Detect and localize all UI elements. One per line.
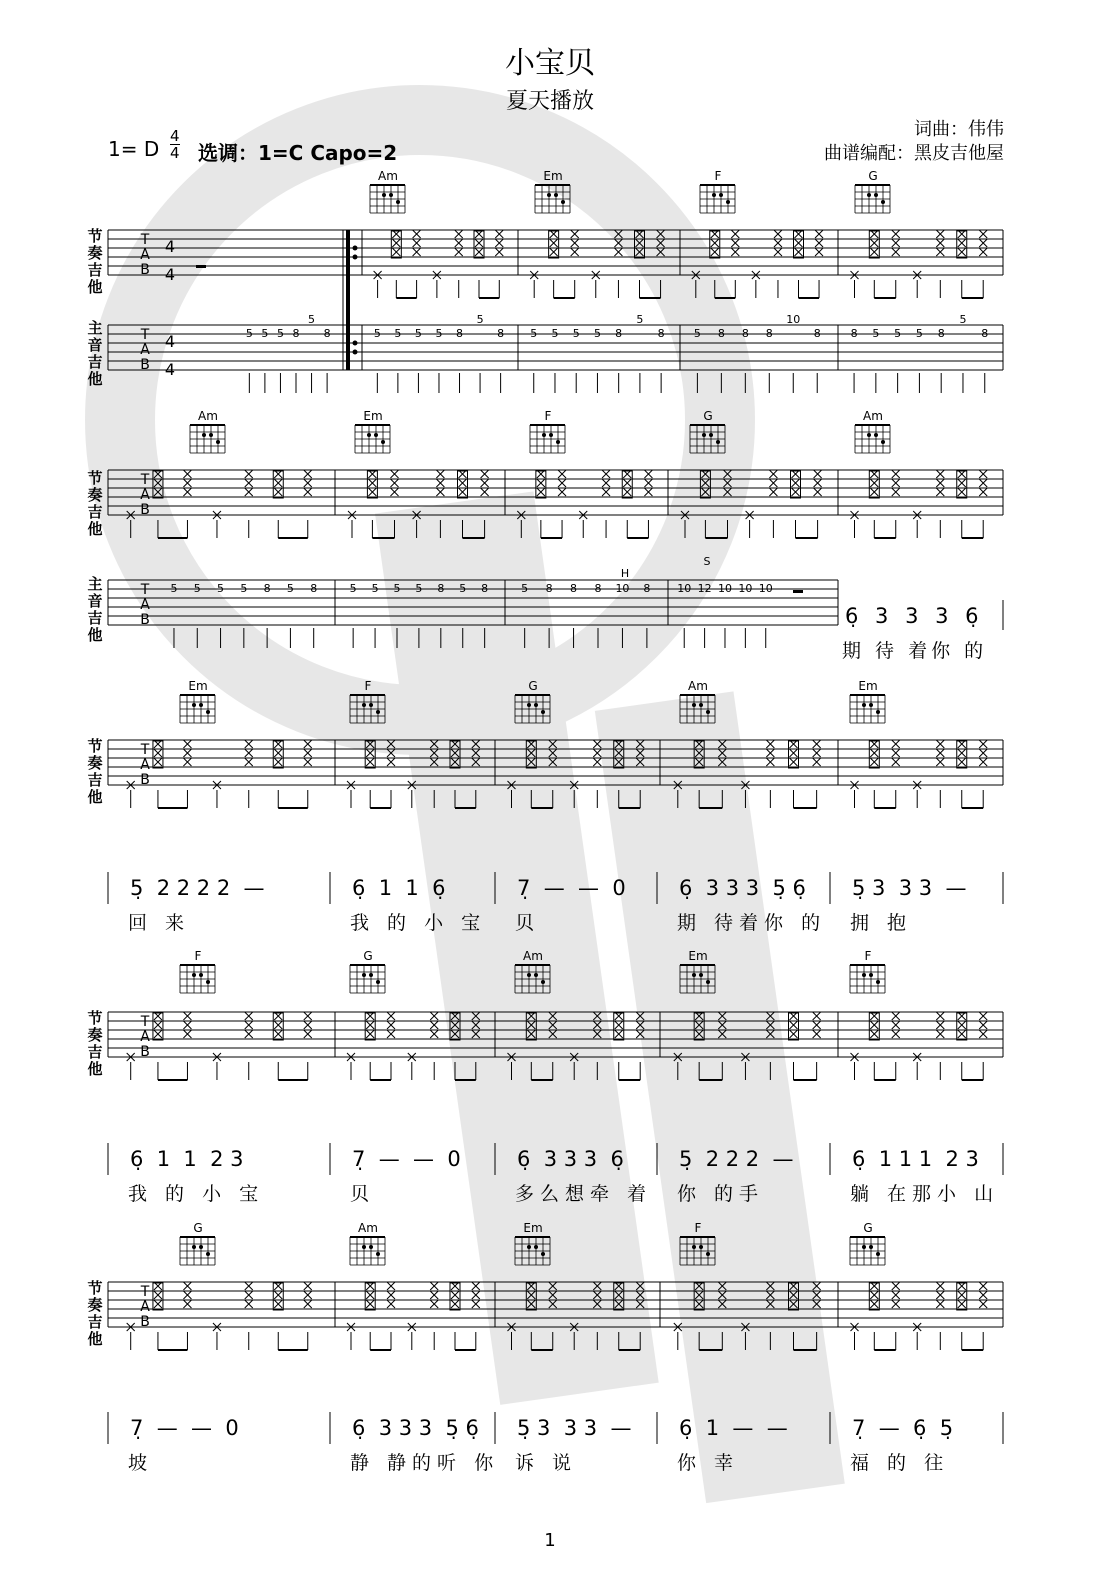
- chord-box-s2-3-dot: [716, 440, 720, 444]
- lyrics-line4-m2: 诉 说: [515, 1452, 578, 1474]
- rhythm-s4-m2-box: [526, 1013, 536, 1040]
- tab-letter-a: A: [140, 247, 150, 263]
- label-lead-guitar: 主音吉他: [87, 319, 103, 388]
- chord-box-s4-0-dot: [199, 973, 203, 977]
- rhythm-s4-m2-box: [614, 1013, 624, 1040]
- lyrics-1: 期 待 着你 的: [842, 640, 988, 662]
- rhythm-s2-m4-box: [957, 471, 967, 498]
- tab-letter-b: B: [140, 772, 150, 788]
- rhythm-s3-m1-box: [450, 741, 460, 768]
- jianpu-notes-line4-m1: 6̣ 3 3 3 5̣ 6̣: [352, 1416, 479, 1440]
- time-bottom-1: 4: [164, 265, 176, 284]
- chord-name-em: Em: [188, 679, 208, 693]
- lead-fret-s2-m0: 5: [240, 582, 248, 595]
- rhythm-s1-m1-box: [635, 231, 645, 258]
- lead-fret-s1-m2: 8: [657, 327, 665, 340]
- tab-letter-t: T: [140, 1014, 150, 1030]
- arranger: 曲谱编配：黑皮吉他屋: [824, 143, 1004, 164]
- rhythm-s4-m3-box: [789, 1013, 799, 1040]
- chord-box-s5-3-dot: [699, 1245, 703, 1249]
- time-bottom-2: 4: [164, 360, 176, 379]
- jianpu-notes-line4-m3: 6̣ 1 — —: [679, 1416, 788, 1440]
- lyrics-line4-m1: 静 静的听 你: [350, 1452, 500, 1474]
- song-artist: 夏天播放: [505, 89, 594, 114]
- chord-box-s5-1-dot: [369, 1245, 373, 1249]
- label-rhythm-guitar-5: 节奏吉他: [87, 1279, 103, 1348]
- chord-box-s3-1-dot: [362, 703, 366, 707]
- chord-box-s3-0-dot: [206, 710, 210, 714]
- lead-fret-s2-m2: 8: [643, 582, 651, 595]
- lead-fret-s1-m4: 8: [850, 327, 858, 340]
- lead-fret-s2-m3: 10: [677, 582, 692, 595]
- chord-box-s3-0-dot: [199, 703, 203, 707]
- rhythm-s4-m0-box: [153, 1013, 163, 1040]
- key-signature: 1= D: [108, 137, 160, 161]
- chord-box-s3-1-dot: [369, 703, 373, 707]
- chord-box-s4-3-dot: [699, 973, 703, 977]
- rhythm-s2-m0-box: [153, 471, 163, 498]
- time-bottom: 4: [170, 144, 180, 162]
- lead-fret-s2-m0: 5: [217, 582, 225, 595]
- repeat-dot: [353, 255, 358, 260]
- rhythm-s5-m4-box: [869, 1283, 879, 1310]
- lead-fret-s1-m0: 8: [292, 327, 300, 340]
- chord-name-am: Am: [198, 409, 218, 423]
- lead-fret-s1-m1: 5: [476, 313, 484, 326]
- rhythm-s4-m3-box: [694, 1013, 704, 1040]
- chord-box-s5-3-dot: [706, 1252, 710, 1256]
- jianpu-notes-line2-m1: 6̣ 1 1 6̣: [352, 876, 446, 900]
- chord-box-s2-3-dot: [702, 433, 706, 437]
- lead-fret-s2-m0: 5: [170, 582, 178, 595]
- lead-fret-s2-m3: 12: [697, 582, 712, 595]
- chord-box-s1-0-dot: [396, 200, 400, 204]
- lead-fret-s1-m4: 5: [959, 313, 967, 326]
- rhythm-s2-m1-box: [458, 471, 468, 498]
- rhythm-s2-m3-box: [700, 471, 710, 498]
- lead-fret-s1-m1: 5: [414, 327, 422, 340]
- chord-box-s4-4-dot: [869, 973, 873, 977]
- lead-fret-s1-m4: 5: [894, 327, 902, 340]
- chord-name-em: Em: [523, 1221, 543, 1235]
- lyrics-line3-m0: 我 的 小 宝: [128, 1183, 265, 1205]
- chord-box-s1-3-dot: [874, 193, 878, 197]
- lead-fret-s1-m4: 8: [937, 327, 945, 340]
- chord-box-s3-3-dot: [699, 703, 703, 707]
- rhythm-s5-m0-box: [153, 1283, 163, 1310]
- lead-fret-s1-m2: 5: [551, 327, 559, 340]
- rhythm-s1-m3-box: [957, 231, 967, 258]
- hammer-on-mark: H: [620, 567, 630, 580]
- chord-name-f: F: [364, 679, 372, 693]
- chord-box-s1-0-dot: [382, 193, 386, 197]
- chord-name-f: F: [544, 409, 552, 423]
- chord-box-s2-1-dot: [381, 440, 385, 444]
- chord-box-s2-0-dot: [209, 433, 213, 437]
- jianpu-notes-line3-m3: 5̣ 2 2 2 —: [679, 1147, 794, 1171]
- lead-fret-s2-m1: 5: [459, 582, 467, 595]
- chord-name-am: Am: [863, 409, 883, 423]
- lyrics-line3-m3: 你 的手: [677, 1183, 765, 1205]
- lyrics-line2-m4: 拥 抱: [850, 912, 913, 934]
- repeat-dot: [353, 350, 358, 355]
- chord-box-s4-0-dot: [206, 980, 210, 984]
- lead-fret-s1-m1: 8: [497, 327, 505, 340]
- chord-box-s5-0-dot: [199, 1245, 203, 1249]
- jianpu-notes-line4-m2: 5̣ 3 3 3 —: [517, 1416, 632, 1440]
- jianpu-notes-line4-m4: 7̣ — 6̣ 5̣: [852, 1416, 954, 1440]
- rhythm-s5-m3-box: [789, 1283, 799, 1310]
- chord-box-s5-2-dot: [541, 1252, 545, 1256]
- time-top: 4: [170, 127, 180, 145]
- chord-box-s5-4-dot: [862, 1245, 866, 1249]
- chord-box-s4-1-dot: [376, 980, 380, 984]
- tab-letter-b: B: [140, 612, 150, 628]
- jianpu-notes-1: 6̣ 3 3 3 6̣: [845, 604, 984, 628]
- chord-box-s1-2-dot: [719, 193, 723, 197]
- chord-box-s2-1-dot: [374, 433, 378, 437]
- page-number: 1: [544, 1530, 556, 1551]
- chord-name-am: Am: [523, 949, 543, 963]
- lead-fret-s2-m1: 5: [371, 582, 379, 595]
- jianpu-notes-line3-m4: 6̣ 1 1 1 2 3: [852, 1147, 979, 1171]
- tab-letter-a: A: [140, 597, 150, 613]
- tab-letter-t: T: [140, 472, 150, 488]
- chord-name-g: G: [703, 409, 713, 423]
- chord-box-s1-1-dot: [547, 193, 551, 197]
- rhythm-s1-m2-box: [710, 231, 720, 258]
- rhythm-s4-m1-box: [365, 1013, 375, 1040]
- chord-box-s3-4-dot: [869, 703, 873, 707]
- chord-box-s3-0-dot: [192, 703, 196, 707]
- chord-box-s5-0-dot: [206, 1252, 210, 1256]
- chord-box-s1-2-dot: [726, 200, 730, 204]
- lyrics-line2-m3: 期 待着你 的: [677, 912, 827, 934]
- lead-fret-s1-m3: 5: [693, 327, 701, 340]
- jianpu-notes-line2-m0: 5̣ 2 2 2 2 —: [130, 876, 265, 900]
- lead-fret-s1-m4: 5: [872, 327, 880, 340]
- lead-fret-s1-m0: 8: [323, 327, 331, 340]
- lead-fret-s1-m2: 5: [593, 327, 601, 340]
- rhythm-s2-m3-box: [791, 471, 801, 498]
- chord-box-s4-4-dot: [862, 973, 866, 977]
- lead-fret-s2-m1: 5: [393, 582, 401, 595]
- chord-box-s3-2-dot: [534, 703, 538, 707]
- lyricist: 词曲：伟伟: [914, 119, 1004, 140]
- lyrics-line3-m2: 多么想牵 着: [515, 1183, 653, 1205]
- chord-box-s1-1-dot: [561, 200, 565, 204]
- rhythm-s1-m0-box: [474, 231, 484, 258]
- chord-box-s4-3-dot: [692, 973, 696, 977]
- rhythm-s2-m0-box: [273, 471, 283, 498]
- jianpu-notes-line3-m0: 6̣ 1 1 2 3: [130, 1147, 244, 1171]
- lead-fret-s1-m2: 5: [572, 327, 580, 340]
- tab-letter-t: T: [140, 232, 150, 248]
- rhythm-s2-m2-box: [536, 471, 546, 498]
- lead-fret-s1-m1: 5: [435, 327, 443, 340]
- lead-fret-s2-m2: 8: [570, 582, 578, 595]
- rhythm-s3-m2-box: [614, 741, 624, 768]
- chord-box-s2-0-dot: [216, 440, 220, 444]
- lyrics-line2-m2: 贝: [515, 912, 541, 934]
- lead-fret-s1-m0: 5: [261, 327, 269, 340]
- chord-box-s5-2-dot: [534, 1245, 538, 1249]
- chord-box-s4-1-dot: [362, 973, 366, 977]
- lead-fret-s1-m1: 5: [373, 327, 381, 340]
- chord-box-s4-2-dot: [541, 980, 545, 984]
- lyrics-line2-m0: 回 来: [128, 912, 191, 934]
- chord-box-s2-3-dot: [709, 433, 713, 437]
- chord-name-am: Am: [358, 1221, 378, 1235]
- lead-fret-s1-m3: 8: [717, 327, 725, 340]
- lead-fret-s2-m3: 10: [758, 582, 773, 595]
- tab-letter-b: B: [140, 357, 150, 373]
- chord-box-s3-3-dot: [692, 703, 696, 707]
- chord-box-s4-3-dot: [706, 980, 710, 984]
- chord-box-s3-1-dot: [376, 710, 380, 714]
- repeat-dot: [353, 246, 358, 251]
- rest: [196, 265, 206, 268]
- label-lead-guitar-2: 主音吉他: [87, 575, 103, 644]
- rhythm-s3-m0-box: [273, 741, 283, 768]
- tab-letter-a: A: [140, 757, 150, 773]
- chord-box-s5-2-dot: [527, 1245, 531, 1249]
- lead-fret-s2-m1: 5: [415, 582, 423, 595]
- song-title: 小宝贝: [505, 46, 595, 81]
- tab-letter-b: B: [140, 502, 150, 518]
- lead-fret-s2-m0: 8: [263, 582, 271, 595]
- lead-fret-s1-m2: 8: [615, 327, 623, 340]
- chord-box-s5-0-dot: [192, 1245, 196, 1249]
- chord-box-s5-3-dot: [692, 1245, 696, 1249]
- rhythm-s3-m2-box: [526, 741, 536, 768]
- tab-letter-a: A: [140, 1029, 150, 1045]
- chord-name-em: Em: [858, 679, 878, 693]
- rhythm-s4-m4-box: [957, 1013, 967, 1040]
- chord-box-s5-1-dot: [376, 1252, 380, 1256]
- jianpu-notes-line3-m2: 6̣ 3 3 3 6̣: [517, 1147, 624, 1171]
- chord-box-s1-0-dot: [389, 193, 393, 197]
- rhythm-s1-m2-box: [794, 231, 804, 258]
- tab-letter-t: T: [140, 582, 150, 598]
- rhythm-s2-m1-box: [367, 471, 377, 498]
- rhythm-s1-m1-box: [549, 231, 559, 258]
- time-top-2: 4: [164, 332, 176, 351]
- chord-box-s3-4-dot: [862, 703, 866, 707]
- chord-name-am: Am: [378, 169, 398, 183]
- chord-name-em: Em: [688, 949, 708, 963]
- rhythm-s3-m4-box: [869, 741, 879, 768]
- chord-name-em: Em: [363, 409, 383, 423]
- chord-box-s2-2-dot: [556, 440, 560, 444]
- chord-box-s2-2-dot: [549, 433, 553, 437]
- lead-fret-s1-m4: 5: [915, 327, 923, 340]
- chord-name-f: F: [864, 949, 872, 963]
- repeat-dot: [353, 341, 358, 346]
- rhythm-s3-m4-box: [957, 741, 967, 768]
- tab-letter-b: B: [140, 1314, 150, 1330]
- label-rhythm-guitar: 节奏吉他: [87, 227, 103, 296]
- rhythm-s5-m4-box: [957, 1283, 967, 1310]
- chord-name-g: G: [863, 1221, 873, 1235]
- rhythm-s4-m0-box: [273, 1013, 283, 1040]
- tab-letter-t: T: [140, 1284, 150, 1300]
- chord-box-s2-2-dot: [542, 433, 546, 437]
- lead-fret-s1-m0: 5: [276, 327, 284, 340]
- tab-letter-a: A: [140, 487, 150, 503]
- chord-box-s3-3-dot: [706, 710, 710, 714]
- tab-letter-t: T: [140, 327, 150, 343]
- slide-mark: S: [703, 555, 711, 568]
- lead-fret-s1-m1: 5: [394, 327, 402, 340]
- chord-name-g: G: [193, 1221, 203, 1235]
- tab-letter-a: A: [140, 1299, 150, 1315]
- lyrics-line4-m0: 坡: [128, 1452, 154, 1474]
- label-rhythm-guitar-4: 节奏吉他: [87, 1009, 103, 1078]
- tab-letter-t: T: [140, 742, 150, 758]
- chord-box-s5-1-dot: [362, 1245, 366, 1249]
- rhythm-s5-m3-box: [694, 1283, 704, 1310]
- rhythm-s5-m1-box: [450, 1283, 460, 1310]
- chord-name-am: Am: [688, 679, 708, 693]
- chord-name-em: Em: [543, 169, 563, 183]
- lead-fret-s2-m1: 8: [481, 582, 489, 595]
- chord-box-s4-2-dot: [527, 973, 531, 977]
- lead-fret-s1-m1: 8: [456, 327, 464, 340]
- rhythm-s3-m1-box: [365, 741, 375, 768]
- chord-box-s4-4-dot: [876, 980, 880, 984]
- lead-fret-s2-m1: 8: [437, 582, 445, 595]
- chord-box-s2-4-dot: [867, 433, 871, 437]
- lead-fret-s2-m0: 5: [286, 582, 294, 595]
- lead-fret-s1-m3: 8: [765, 327, 773, 340]
- rhythm-s2-m2-box: [622, 471, 632, 498]
- chord-name-f: F: [714, 169, 722, 183]
- lead-fret-s2-m3: 10: [738, 582, 753, 595]
- chord-box-s1-3-dot: [867, 193, 871, 197]
- chord-box-s1-2-dot: [712, 193, 716, 197]
- chord-box-s4-0-dot: [192, 973, 196, 977]
- chord-box-s4-1-dot: [369, 973, 373, 977]
- chord-box-s5-4-dot: [876, 1252, 880, 1256]
- chord-name-f: F: [194, 949, 202, 963]
- lead-fret-s1-m3: 10: [786, 313, 801, 326]
- label-rhythm-guitar-3: 节奏吉他: [87, 737, 103, 806]
- chord-name-g: G: [363, 949, 373, 963]
- rest: [793, 590, 803, 593]
- lead-fret-s1-m0: 5: [245, 327, 253, 340]
- time-top-1: 4: [164, 237, 176, 256]
- chord-box-s3-4-dot: [876, 710, 880, 714]
- lead-fret-s2-m0: 8: [310, 582, 318, 595]
- tab-letter-a: A: [140, 342, 150, 358]
- jianpu-notes-line4-m0: 7̣ — — 0: [130, 1416, 239, 1440]
- lead-fret-s1-m0: 5: [308, 313, 316, 326]
- jianpu-notes-line2-m2: 7̣ — — 0: [517, 876, 626, 900]
- lead-fret-s1-m3: 8: [813, 327, 821, 340]
- lyrics-line4-m4: 福 的 往: [850, 1452, 950, 1474]
- lyrics-line4-m3: 你 幸: [677, 1452, 740, 1474]
- lead-fret-s2-m2: 8: [594, 582, 602, 595]
- lyrics-line3-m1: 贝: [350, 1183, 376, 1205]
- tab-letter-b: B: [140, 262, 150, 278]
- lead-fret-s2-m1: 5: [349, 582, 357, 595]
- chord-box-s2-0-dot: [202, 433, 206, 437]
- chord-box-s2-4-dot: [874, 433, 878, 437]
- rhythm-s3-m3-box: [694, 741, 704, 768]
- jianpu-notes-line2-m4: 5̣ 3 3 3 —: [852, 876, 967, 900]
- lead-fret-s1-m3: 8: [741, 327, 749, 340]
- rhythm-s5-m2-box: [526, 1283, 536, 1310]
- chord-box-s2-1-dot: [367, 433, 371, 437]
- rhythm-s1-m3-box: [869, 231, 879, 258]
- rhythm-s5-m1-box: [365, 1283, 375, 1310]
- lyrics-line2-m1: 我 的 小 宝: [350, 912, 487, 934]
- lead-fret-s2-m3: 10: [717, 582, 732, 595]
- rhythm-s5-m2-box: [614, 1283, 624, 1310]
- lead-fret-s1-m4: 8: [981, 327, 989, 340]
- label-rhythm-guitar-2: 节奏吉他: [87, 469, 103, 538]
- chord-box-s2-4-dot: [881, 440, 885, 444]
- chord-name-f: F: [694, 1221, 702, 1235]
- rhythm-s4-m1-box: [450, 1013, 460, 1040]
- rhythm-s2-m4-box: [869, 471, 879, 498]
- lead-fret-s1-m2: 5: [636, 313, 644, 326]
- chord-box-s3-2-dot: [527, 703, 531, 707]
- rhythm-s3-m0-box: [153, 741, 163, 768]
- jianpu-notes-line2-m3: 6̣ 3 3 3 5̣ 6̣: [679, 876, 806, 900]
- lead-fret-s2-m0: 5: [193, 582, 201, 595]
- chord-name-g: G: [528, 679, 538, 693]
- rhythm-s1-m0-box: [391, 231, 401, 258]
- jianpu-notes-line3-m1: 7̣ — — 0: [352, 1147, 461, 1171]
- lead-fret-s2-m2: 8: [545, 582, 553, 595]
- chord-box-s3-2-dot: [541, 710, 545, 714]
- chord-box-s4-2-dot: [534, 973, 538, 977]
- chord-box-s1-1-dot: [554, 193, 558, 197]
- lead-fret-s2-m2: 5: [521, 582, 529, 595]
- rhythm-s4-m4-box: [869, 1013, 879, 1040]
- tab-letter-b: B: [140, 1044, 150, 1060]
- lead-fret-s2-m2: 10: [615, 582, 630, 595]
- lead-fret-s1-m2: 5: [530, 327, 538, 340]
- rhythm-s5-m0-box: [273, 1283, 283, 1310]
- lyrics-line3-m4: 躺 在那小 山: [850, 1183, 1000, 1205]
- chord-name-g: G: [868, 169, 878, 183]
- capo-info: 选调：1=C Capo=2: [198, 141, 398, 165]
- chord-box-s5-4-dot: [869, 1245, 873, 1249]
- chord-box-s1-3-dot: [881, 200, 885, 204]
- rhythm-s3-m3-box: [789, 741, 799, 768]
